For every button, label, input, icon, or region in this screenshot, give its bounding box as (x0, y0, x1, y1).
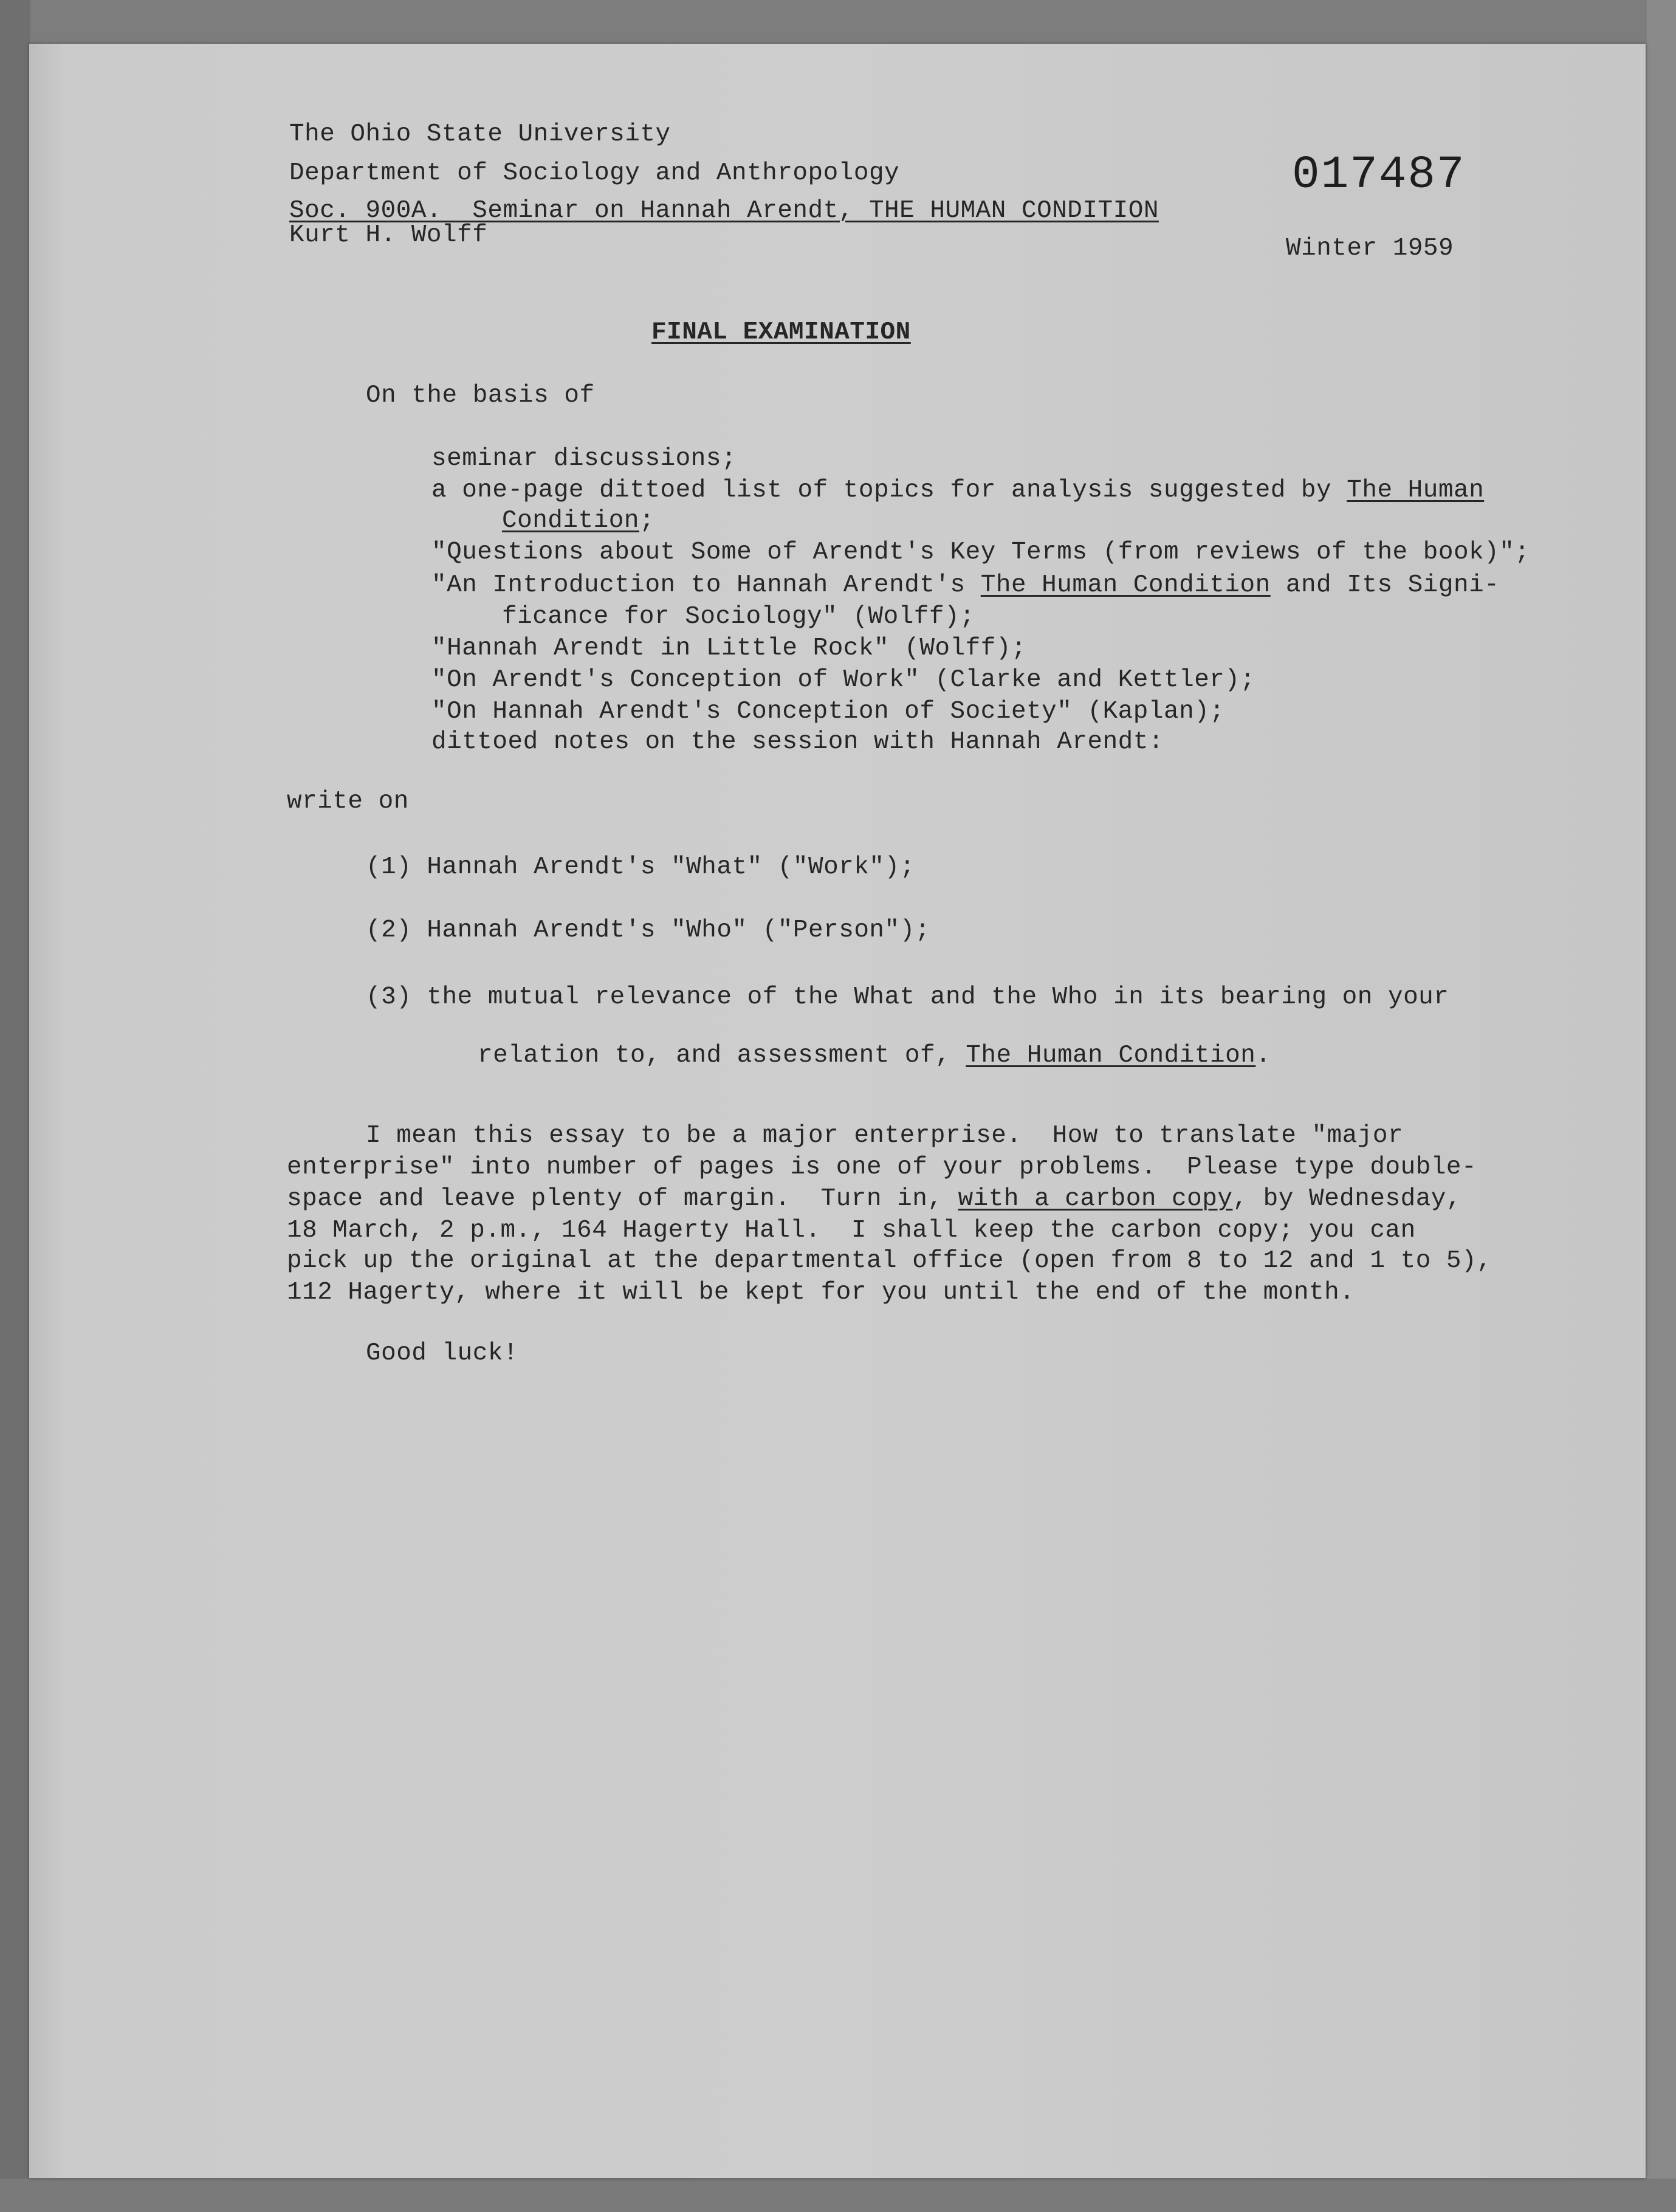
instructions-line: space and leave plenty of margin. Turn in, with a carbon copy, by Wednesday, (287, 1185, 1462, 1213)
document-page (29, 44, 1646, 2178)
instructions-line: 112 Hagerty, where it will be kept for you until the end of the month. (287, 1279, 1355, 1307)
document-number: 017487 (1292, 149, 1466, 201)
source-item: "On Hannah Arendt's Conception of Society" (Kaplan); (431, 698, 1225, 726)
instructions-line: enterprise" into number of pages is one of your problems. Please type double- (287, 1153, 1477, 1181)
instructions-line: 18 March, 2 p.m., 164 Hagerty Hall. I shall keep the carbon copy; you can (287, 1217, 1416, 1245)
intro-text: On the basis of (366, 382, 595, 410)
course-title: Soc. 900A. Seminar on Hannah Arendt, THE HUMAN CONDITION (289, 197, 1159, 225)
question-item: (3) the mutual relevance of the What and the Who in its bearing on your (366, 983, 1449, 1011)
write-on-label: write on (287, 788, 409, 816)
question-item: (1) Hannah Arendt's "What" ("Work"); (366, 853, 915, 881)
source-item: "An Introduction to Hannah Arendt's The Human Condition and Its Signi- (431, 571, 1500, 599)
source-item-continued: Condition; (502, 507, 655, 535)
question-item-continued: relation to, and assessment of, The Human Condition. (478, 1042, 1271, 1070)
source-item: "On Arendt's Conception of Work" (Clarke and Kettler); (431, 666, 1255, 694)
instructor-name: Kurt H. Wolff (289, 221, 488, 249)
instructions-line: I mean this essay to be a major enterprise. How to translate "major (366, 1122, 1404, 1150)
source-item-continued: ficance for Sociology" (Wolff); (502, 603, 975, 631)
question-item: (2) Hannah Arendt's "Who" ("Person"); (366, 916, 930, 944)
scan-frame-left (0, 0, 30, 2212)
institution-name: The Ohio State University (289, 120, 671, 148)
source-item: seminar discussions; (431, 445, 737, 473)
source-item: dittoed notes on the session with Hannah Arendt: (431, 728, 1164, 756)
scan-frame-right (1647, 0, 1676, 2212)
term-date: Winter 1959 (1286, 235, 1454, 263)
scan-frame-bottom (0, 2179, 1676, 2212)
instructions-line: pick up the original at the departmental office (open from 8 to 12 and 1 to 5), (287, 1247, 1492, 1275)
department-name: Department of Sociology and Anthropology (289, 159, 900, 187)
source-item: "Hannah Arendt in Little Rock" (Wolff); (431, 634, 1027, 662)
source-item: "Questions about Some of Arendt's Key Terms (from reviews of the book)"; (431, 538, 1530, 566)
closing-text: Good luck! (366, 1339, 519, 1367)
source-item: a one-page dittoed list of topics for analysis suggested by The Human (431, 476, 1485, 504)
exam-title: FINAL EXAMINATION (651, 318, 911, 346)
